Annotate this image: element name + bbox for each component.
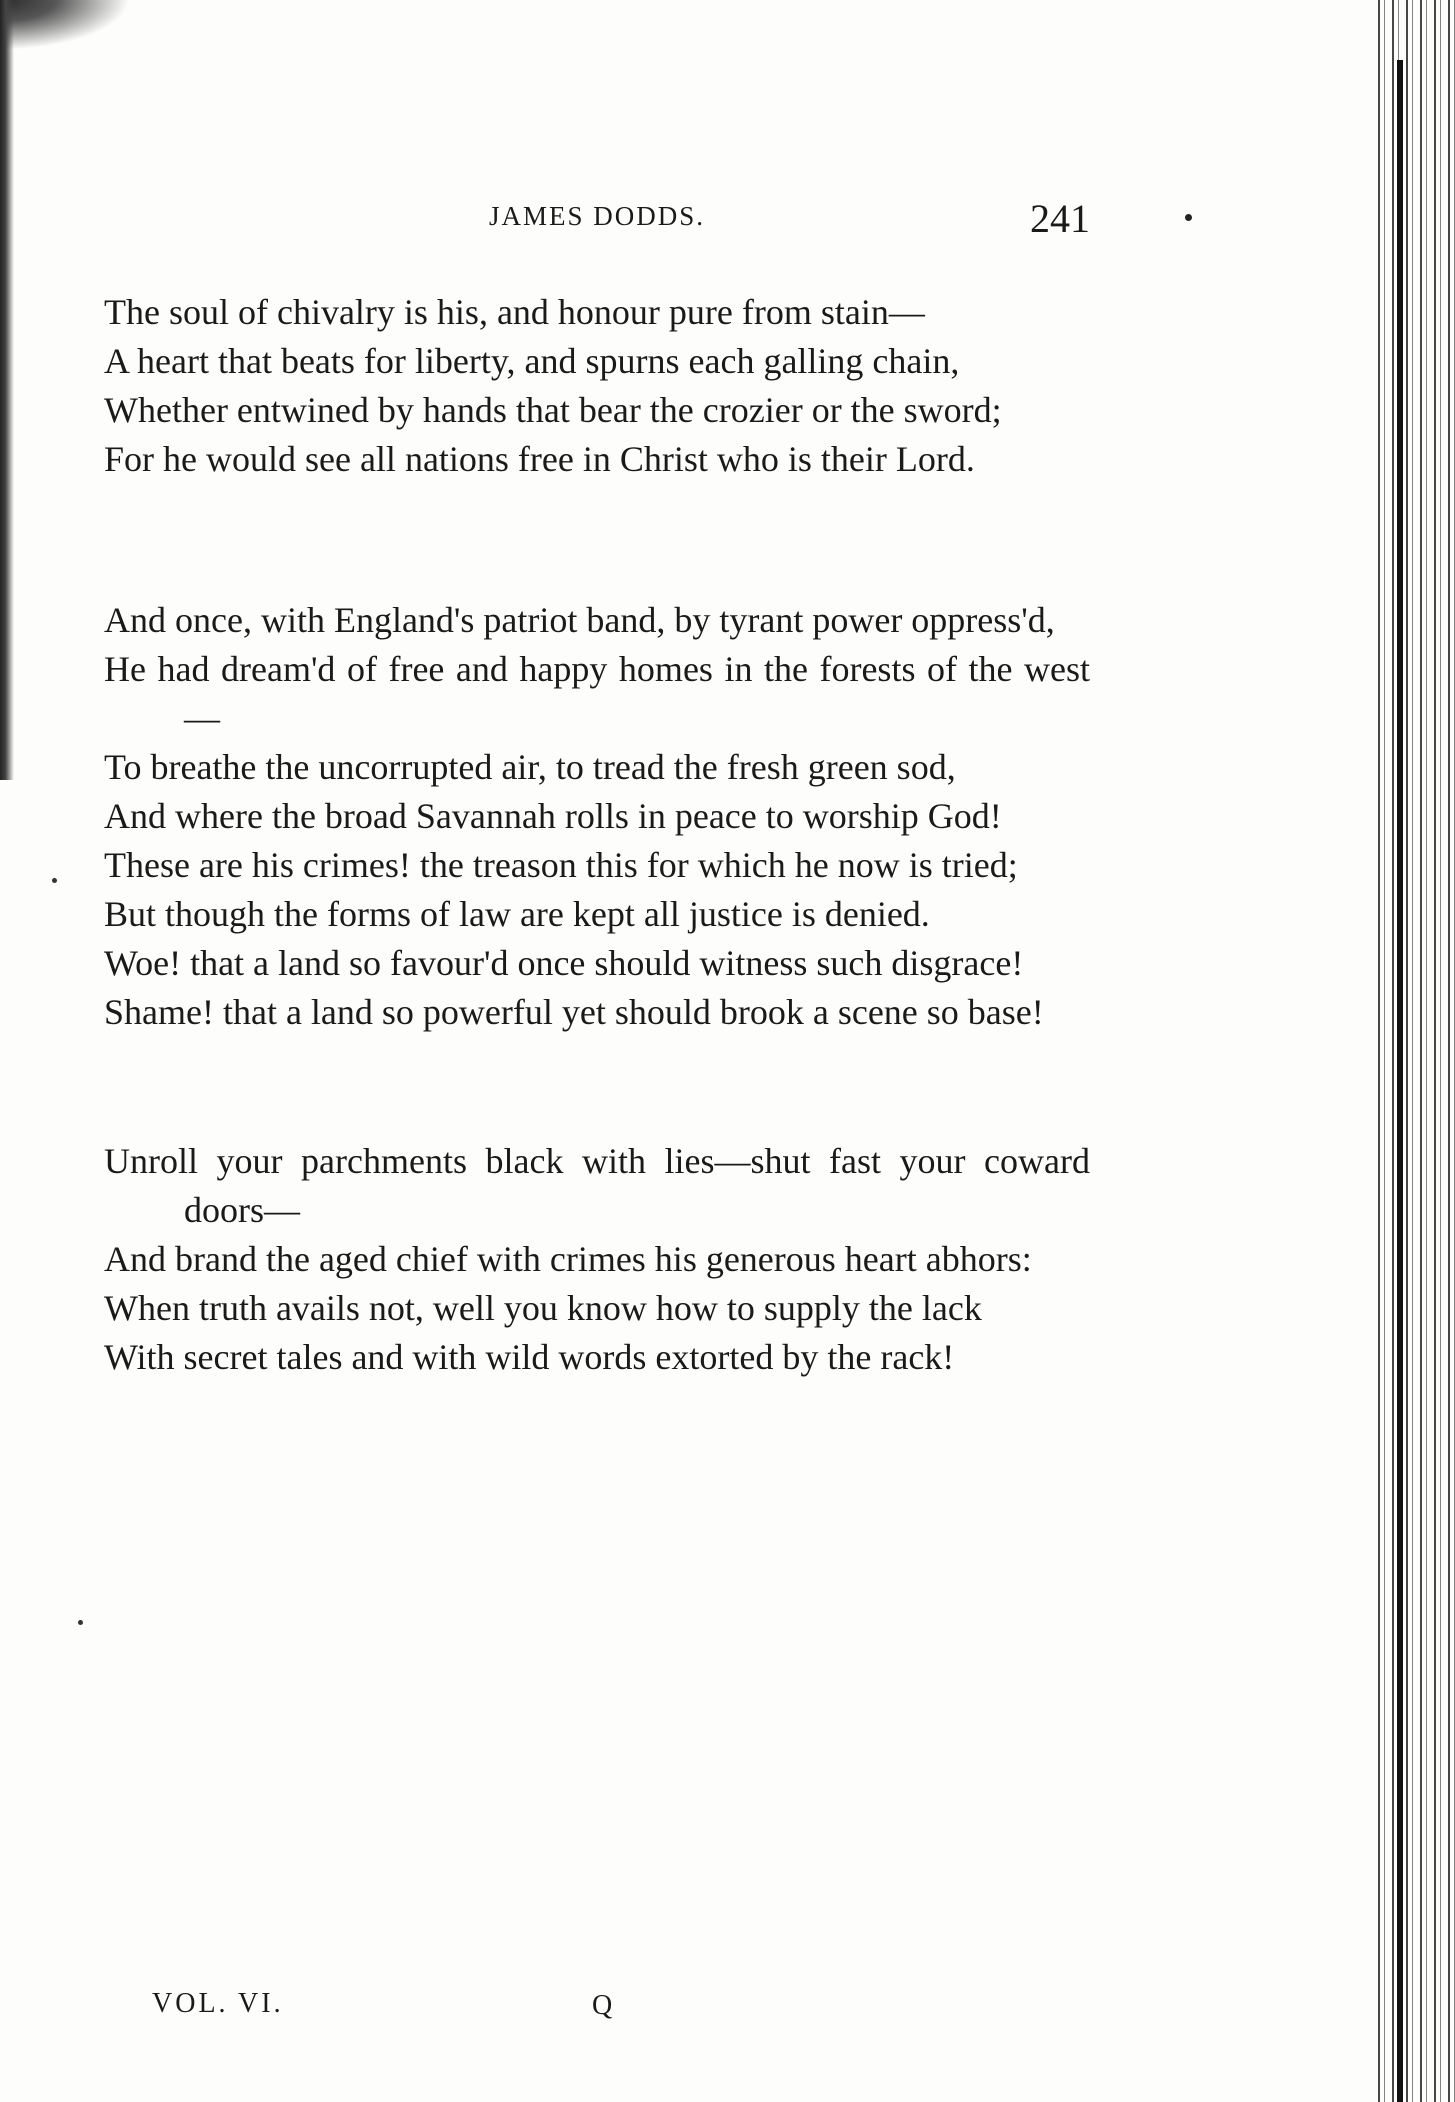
signature-mark: Q <box>592 1990 613 2021</box>
verse-line: Shame! that a land so powerful yet should brook a scene so base! <box>104 992 1044 1032</box>
poem-body <box>104 288 1090 1477</box>
verse-line: And once, with England's patriot band, by tyrant power oppress'd, <box>104 600 1055 640</box>
verse-line: But though the forms of law are kept all justice is denied. <box>104 894 930 934</box>
verse-line: When truth avails not, well you know how to supply the lack <box>104 1288 982 1328</box>
page-number: 241 <box>1030 196 1090 241</box>
verse-line: For he would see all nations free in Christ who is their Lord. <box>104 439 975 479</box>
running-head: JAMES DODDS. <box>488 201 706 231</box>
page-footer <box>152 1988 752 2028</box>
ink-speck <box>78 1620 83 1625</box>
verse-line: Whether entwined by hands that bear the crozier or the sword; <box>104 390 1002 430</box>
page-header <box>104 195 1090 245</box>
scan-corner-shadow <box>0 0 130 50</box>
scan-right-binding <box>1397 60 1403 2102</box>
verse-line: To breathe the uncorrupted air, to tread the fresh green sod, <box>104 747 956 787</box>
stanza-2 <box>104 596 1090 1037</box>
verse-line: And where the broad Savannah rolls in peace to worship God! <box>104 796 1002 836</box>
verse-line: The soul of chivalry is his, and honour pure from stain— <box>104 292 925 332</box>
verse-line: With secret tales and with wild words extorted by the rack! <box>104 1337 955 1377</box>
stanza-1 <box>104 288 1090 484</box>
verse-line: And brand the aged chief with crimes his generous heart abhors: <box>104 1239 1032 1279</box>
ink-speck <box>1185 214 1192 221</box>
verse-line: Unroll your parchments black with lies—shut fast your coward doors— <box>104 1141 1090 1230</box>
scan-right-page-edges <box>1375 0 1455 2102</box>
scan-left-edge <box>0 0 14 780</box>
stanza-3 <box>104 1137 1090 1382</box>
verse-line: These are his crimes! the treason this for which he now is tried; <box>104 845 1018 885</box>
volume-mark: VOL. VI. <box>152 1988 284 2019</box>
verse-line: He had dream'd of free and happy homes in the forests of the west— <box>104 649 1090 738</box>
ink-speck <box>52 878 57 883</box>
verse-line: Woe! that a land so favour'd once should witness such disgrace! <box>104 943 1024 983</box>
verse-line: A heart that beats for liberty, and spurns each galling chain, <box>104 341 960 381</box>
